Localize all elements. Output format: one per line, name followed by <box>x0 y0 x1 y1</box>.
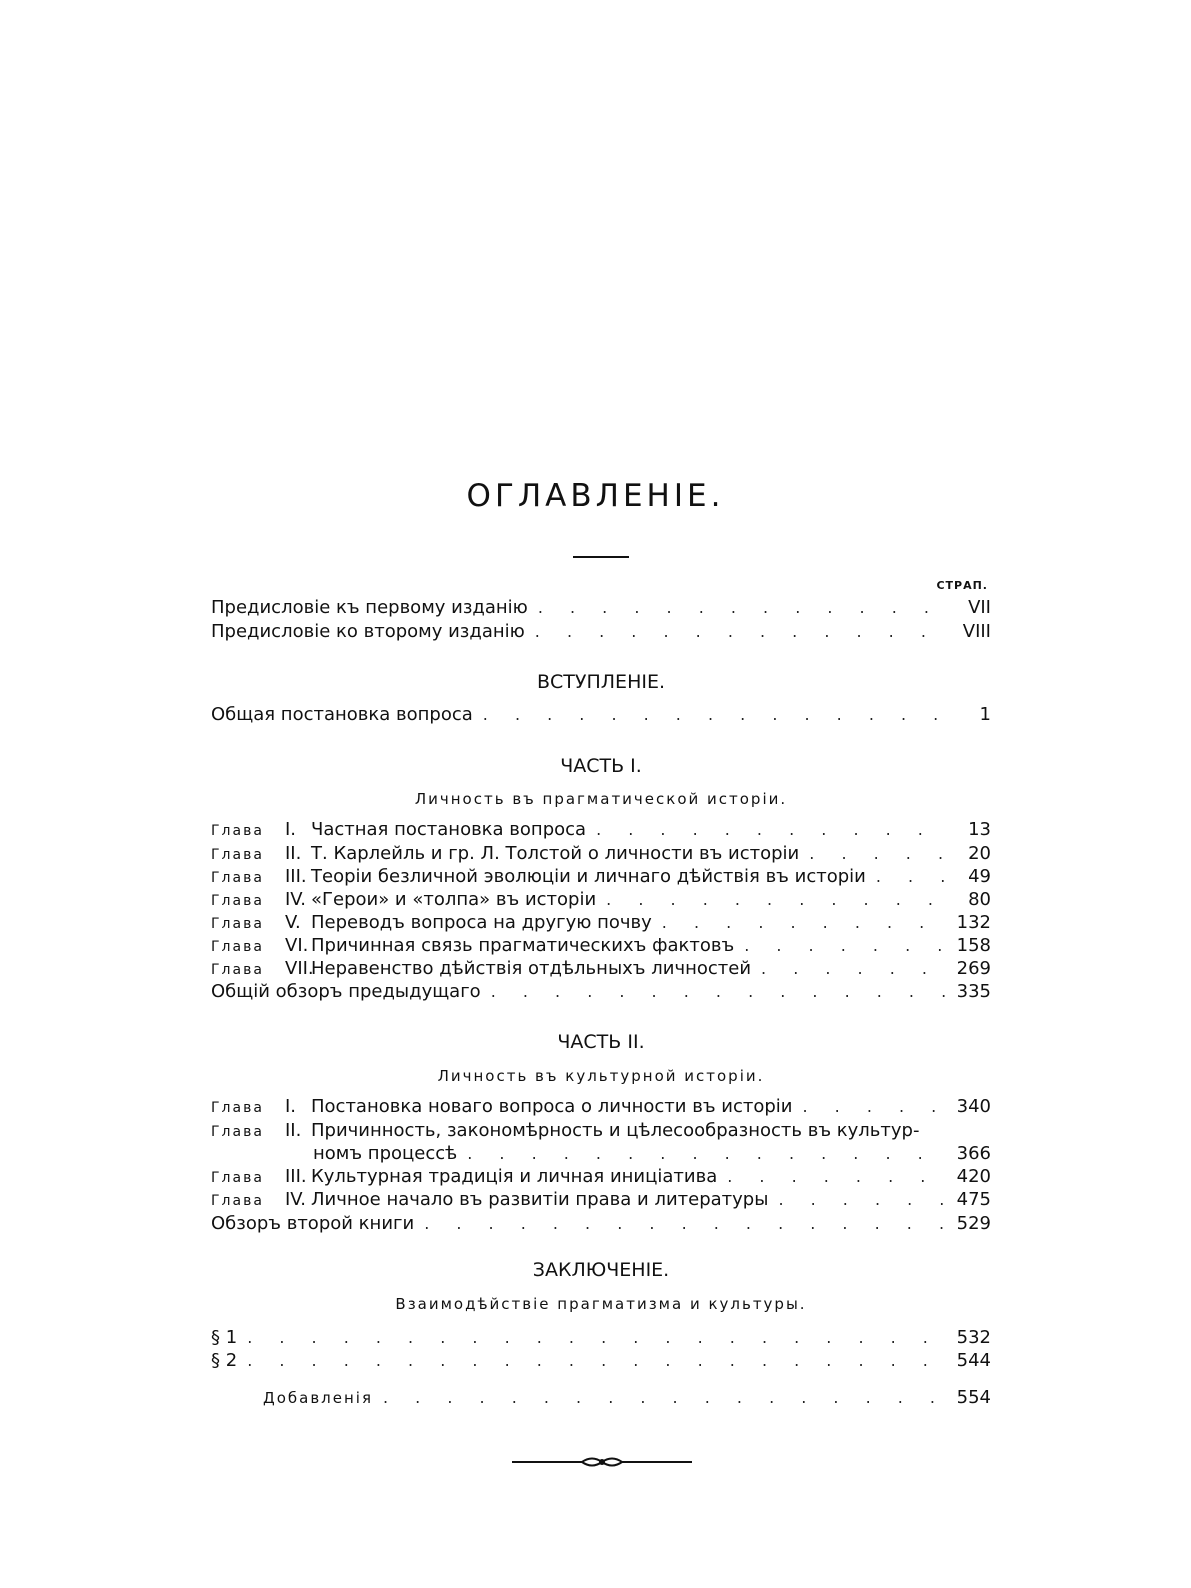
chapter-label: Глава <box>211 893 264 909</box>
leader-dots <box>744 936 945 955</box>
ornament-divider-icon <box>512 1452 692 1472</box>
entry-page: 13 <box>968 819 991 840</box>
entry-page: 554 <box>956 1387 991 1408</box>
chapter-number: IV. <box>285 1189 307 1210</box>
entry-title: «Герои» и «толпа» въ исторіи <box>311 889 597 910</box>
chapter-number: VII. <box>285 958 314 979</box>
entry-title: Теоріи безличной эволюціи и личнаго дѣйствія въ исторіи <box>311 866 866 887</box>
leader-dots <box>247 1351 945 1370</box>
leader-dots <box>662 913 945 932</box>
entry-page: 1 <box>979 704 991 725</box>
toc-entry <box>211 597 991 621</box>
chapter-number: IV. <box>285 889 307 910</box>
entry-title: Постановка новаго вопроса о личности въ исторіи <box>311 1096 793 1117</box>
toc-entry <box>211 1120 991 1144</box>
leader-dots <box>491 982 945 1001</box>
chapter-label: Глава <box>211 1170 264 1186</box>
leader-dots <box>247 1328 945 1347</box>
leader-dots <box>535 622 945 641</box>
chapter-number: VI. <box>285 935 309 956</box>
entry-page: 132 <box>956 912 991 933</box>
toc-entry <box>211 621 991 645</box>
section-subheading-conclusion: Взаимодѣйствіе прагматизма и культуры. <box>395 1295 807 1313</box>
entry-title: § 2 <box>211 1350 238 1371</box>
entry-title: номъ процессѣ <box>313 1143 458 1164</box>
chapter-number: II. <box>285 1120 302 1141</box>
chapter-label: Глава <box>211 870 264 886</box>
title-rule <box>573 556 629 558</box>
section-heading-part1: ЧАСТЬ I. <box>560 755 642 777</box>
toc-entry <box>211 843 991 867</box>
chapter-label: Глава <box>211 847 264 863</box>
chapter-label: Глава <box>211 916 264 932</box>
entry-page: 532 <box>956 1327 991 1348</box>
entry-page: VII <box>968 597 991 618</box>
leader-dots <box>483 705 945 724</box>
toc-entry <box>211 819 991 843</box>
entry-title: Общая постановка вопроса <box>211 704 473 725</box>
leader-dots <box>538 598 945 617</box>
entry-title: Общій обзоръ предыдущаго <box>211 981 481 1002</box>
entry-title: Добавленія <box>263 1389 373 1407</box>
entry-page: 529 <box>956 1213 991 1234</box>
leader-dots <box>383 1388 945 1407</box>
leader-dots <box>606 890 945 909</box>
entry-title: Причинная связь прагматическихъ фактовъ <box>311 935 735 956</box>
entry-title: Личное начало въ развитіи права и литературы <box>311 1189 769 1210</box>
entry-page: 49 <box>968 866 991 887</box>
leader-dots <box>778 1190 945 1209</box>
entry-title: Обзоръ второй книги <box>211 1213 415 1234</box>
leader-dots <box>596 820 945 839</box>
toc-entry <box>211 912 991 936</box>
leader-dots <box>802 1097 945 1116</box>
entry-page: 80 <box>968 889 991 910</box>
entry-title: Переводъ вопроса на другую почву <box>311 912 652 933</box>
chapter-label: Глава <box>211 1193 264 1209</box>
entry-title: Предисловіе ко второму изданію <box>211 621 525 642</box>
page-title: ОГЛАВЛЕНІЕ. <box>466 478 725 514</box>
entry-title: Причинность, закономѣрность и цѣлесообразность въ культур- <box>311 1120 920 1141</box>
entry-page: 544 <box>956 1350 991 1371</box>
entry-page: 269 <box>956 958 991 979</box>
toc-entry <box>211 981 991 1005</box>
chapter-label: Глава <box>211 1100 264 1116</box>
entry-title: Культурная традиція и личная иниціатива <box>311 1166 718 1187</box>
chapter-number: I. <box>285 1096 297 1117</box>
entry-title: Предисловіе къ первому изданію <box>211 597 528 618</box>
entry-page: 20 <box>968 843 991 864</box>
chapter-number: III. <box>285 866 307 887</box>
entry-page: 158 <box>956 935 991 956</box>
toc-entry-continuation <box>313 1143 991 1167</box>
entry-page: 420 <box>956 1166 991 1187</box>
entry-page: 366 <box>956 1143 991 1164</box>
toc-entry <box>211 958 991 982</box>
chapter-label: Глава <box>211 962 264 978</box>
toc-entry <box>211 866 991 890</box>
toc-entry <box>211 1189 991 1213</box>
chapter-number: I. <box>285 819 297 840</box>
chapter-number: V. <box>285 912 301 933</box>
entry-title: § 1 <box>211 1327 238 1348</box>
entry-page: 475 <box>956 1189 991 1210</box>
toc-entry <box>211 935 991 959</box>
chapter-number: II. <box>285 843 302 864</box>
toc-entry <box>211 1166 991 1190</box>
entry-page: 335 <box>956 981 991 1002</box>
toc-entry <box>211 889 991 913</box>
chapter-label: Глава <box>211 823 264 839</box>
toc-entry <box>211 1213 991 1237</box>
leader-dots <box>467 1144 945 1163</box>
section-subheading-part2: Личность въ культурной исторіи. <box>437 1067 765 1085</box>
section-heading-part2: ЧАСТЬ II. <box>557 1031 645 1053</box>
leader-dots <box>727 1167 945 1186</box>
leader-dots <box>424 1214 945 1233</box>
leader-dots <box>876 867 945 886</box>
leader-dots <box>761 959 945 978</box>
toc-entry <box>211 704 991 728</box>
entry-title: Частная постановка вопроса <box>311 819 587 840</box>
section-subheading-part1: Личность въ прагматической исторіи. <box>414 790 788 808</box>
section-heading-introduction: ВСТУПЛЕНІЕ. <box>537 671 665 693</box>
toc-entry <box>211 1350 991 1374</box>
entry-page: VIII <box>962 621 991 642</box>
section-heading-conclusion: ЗАКЛЮЧЕНІЕ. <box>532 1259 670 1281</box>
entry-title: Т. Карлейль и гр. Л. Толстой о личности въ исторіи <box>311 843 800 864</box>
toc-entry <box>211 1327 991 1351</box>
leader-dots <box>809 844 945 863</box>
toc-entry <box>211 1096 991 1120</box>
chapter-number: III. <box>285 1166 307 1187</box>
page-column-label: СТРАП. <box>936 579 988 592</box>
chapter-label: Глава <box>211 939 264 955</box>
chapter-label: Глава <box>211 1124 264 1140</box>
entry-page: 340 <box>956 1096 991 1117</box>
toc-entry <box>263 1387 991 1411</box>
entry-title: Неравенство дѣйствія отдѣльныхъ личностей <box>311 958 752 979</box>
